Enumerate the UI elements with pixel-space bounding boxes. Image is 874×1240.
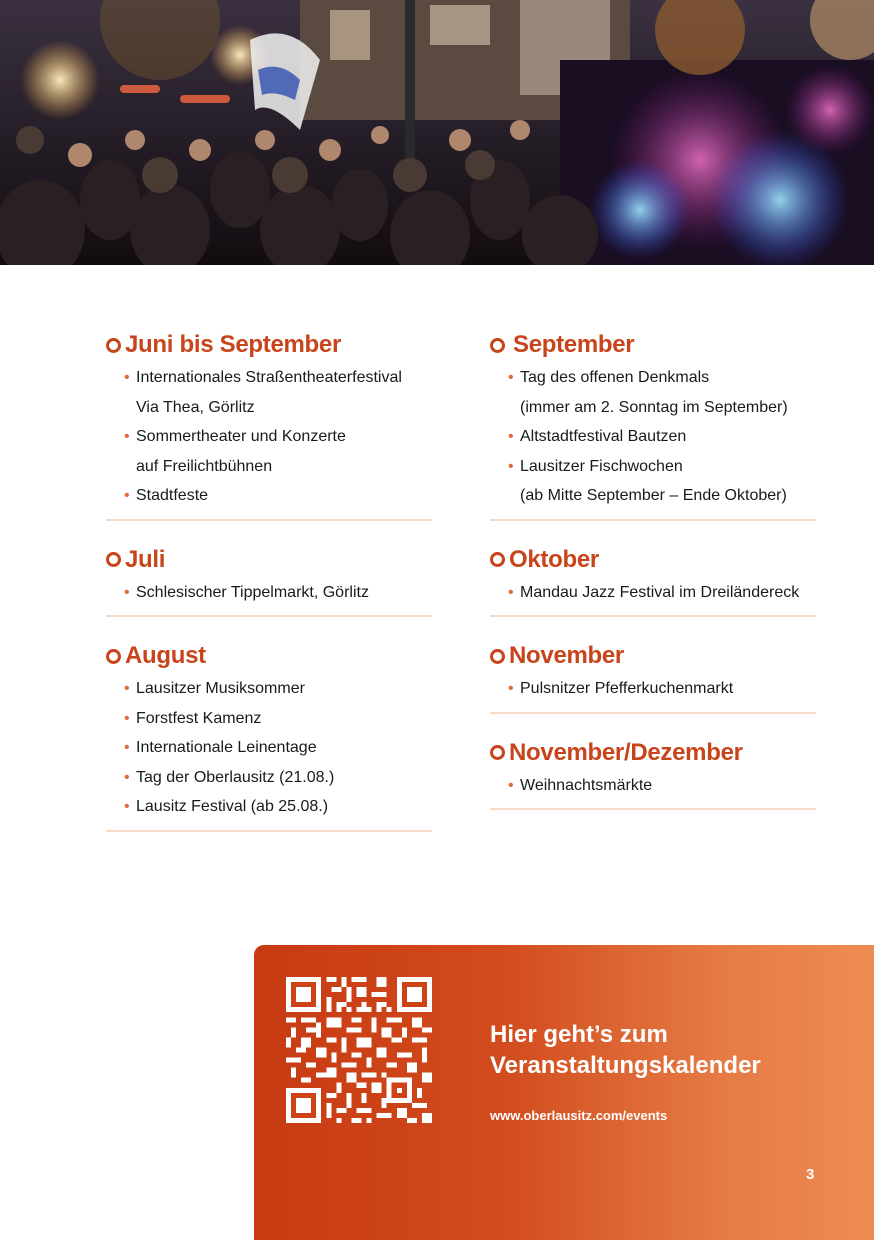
event-text: Pulsnitzer Pfefferkuchenmarkt xyxy=(520,680,734,697)
page-number: 3 xyxy=(806,1166,815,1183)
month-heading-label: September xyxy=(513,331,635,358)
month-heading-label: November/Dezember xyxy=(509,738,743,766)
cta-line-1: Hier geht’s zum xyxy=(490,1021,668,1048)
event-text: Internationales Straßentheaterfestival xyxy=(136,369,402,386)
dot-bullet-icon: • xyxy=(508,680,514,697)
events-url-link[interactable]: www.oberlausitz.com/events xyxy=(490,1108,668,1123)
section-november-dezember xyxy=(490,738,816,811)
list-item xyxy=(508,674,816,704)
list-item xyxy=(508,363,816,422)
list-item xyxy=(124,733,432,763)
event-text: Lausitz Festival (ab 25.08.) xyxy=(136,798,329,815)
circle-bullet-icon xyxy=(106,552,121,567)
month-heading xyxy=(490,330,816,360)
event-list xyxy=(490,674,816,704)
month-heading-label: August xyxy=(125,642,206,669)
event-text: Altstadtfestival Bautzen xyxy=(520,428,687,445)
event-text-continued: (ab Mitte September – Ende Oktober) xyxy=(520,487,787,504)
list-item xyxy=(508,578,816,608)
event-list xyxy=(106,578,432,608)
event-text: Lausitzer Musiksommer xyxy=(136,680,305,697)
section-september xyxy=(490,330,816,521)
month-heading xyxy=(106,330,432,360)
event-list xyxy=(490,771,816,801)
event-text-continued: auf Freilichtbühnen xyxy=(136,457,273,475)
month-heading-label: Juni bis September xyxy=(125,331,341,358)
list-item xyxy=(508,771,816,801)
list-item xyxy=(124,422,432,481)
dot-bullet-icon: • xyxy=(508,457,514,475)
event-text: Tag des offenen Denkmals xyxy=(520,369,710,386)
dot-bullet-icon: • xyxy=(124,709,130,727)
list-item xyxy=(508,422,816,452)
dot-bullet-icon: • xyxy=(508,369,514,386)
events-column-left xyxy=(106,330,432,856)
month-heading xyxy=(106,641,432,671)
month-heading-label: Juli xyxy=(125,545,166,573)
event-text: Forstfest Kamenz xyxy=(136,709,262,727)
section-august xyxy=(106,641,432,832)
dot-bullet-icon: • xyxy=(124,583,130,601)
circle-bullet-icon xyxy=(490,338,505,353)
dot-bullet-icon: • xyxy=(508,428,514,445)
event-text: Tag der Oberlausitz (21.08.) xyxy=(136,768,335,786)
month-heading xyxy=(490,545,816,575)
event-text: Mandau Jazz Festival im Dreiländereck xyxy=(520,583,800,601)
list-item xyxy=(124,481,432,511)
circle-bullet-icon xyxy=(106,338,121,353)
dot-bullet-icon: • xyxy=(124,798,130,815)
event-text: Sommertheater und Konzerte xyxy=(136,428,346,445)
circle-bullet-icon xyxy=(490,649,505,664)
event-text: Internationale Leinentage xyxy=(136,739,317,756)
dot-bullet-icon: • xyxy=(124,739,130,756)
month-heading-label: Oktober xyxy=(509,545,599,573)
calendar-call-to-action xyxy=(490,1019,761,1081)
dot-bullet-icon: • xyxy=(124,768,130,786)
dot-bullet-icon: • xyxy=(124,487,130,504)
event-text: Weihnachtsmärkte xyxy=(520,776,653,794)
festival-crowd-illustration xyxy=(0,0,874,265)
dot-bullet-icon: • xyxy=(124,369,130,386)
list-item xyxy=(124,578,432,608)
events-column-right xyxy=(490,330,816,834)
circle-bullet-icon xyxy=(490,552,505,567)
event-text-continued: (immer am 2. Sonntag im September) xyxy=(520,398,788,416)
list-item xyxy=(124,763,432,793)
list-item xyxy=(124,674,432,704)
list-item xyxy=(124,704,432,734)
event-text: Stadtfeste xyxy=(136,487,209,504)
section-oktober xyxy=(490,545,816,618)
dot-bullet-icon: • xyxy=(124,428,130,445)
month-heading-label: November xyxy=(509,642,624,669)
section-juni-bis-september xyxy=(106,330,432,521)
qr-code-icon[interactable] xyxy=(286,977,432,1123)
dot-bullet-icon: • xyxy=(124,680,130,697)
dot-bullet-icon: • xyxy=(508,776,514,794)
list-item xyxy=(124,792,432,822)
month-heading xyxy=(106,545,432,575)
dot-bullet-icon: • xyxy=(508,583,514,601)
list-item xyxy=(508,452,816,511)
section-juli xyxy=(106,545,432,618)
circle-bullet-icon xyxy=(490,745,505,760)
event-list xyxy=(106,674,432,822)
event-text-continued: Via Thea, Görlitz xyxy=(136,398,255,416)
cta-line-2: Veranstaltungskalender xyxy=(490,1052,761,1079)
event-list xyxy=(490,363,816,511)
event-text: Schlesischer Tippelmarkt, Görlitz xyxy=(136,583,369,601)
hero-photo xyxy=(0,0,874,265)
month-heading xyxy=(490,641,816,671)
event-list xyxy=(106,363,432,511)
event-calendar-banner xyxy=(254,945,874,1240)
list-item xyxy=(124,363,432,422)
event-list xyxy=(490,578,816,608)
month-heading xyxy=(490,738,816,768)
circle-bullet-icon xyxy=(106,649,121,664)
section-november xyxy=(490,641,816,714)
event-text: Lausitzer Fischwochen xyxy=(520,457,683,475)
